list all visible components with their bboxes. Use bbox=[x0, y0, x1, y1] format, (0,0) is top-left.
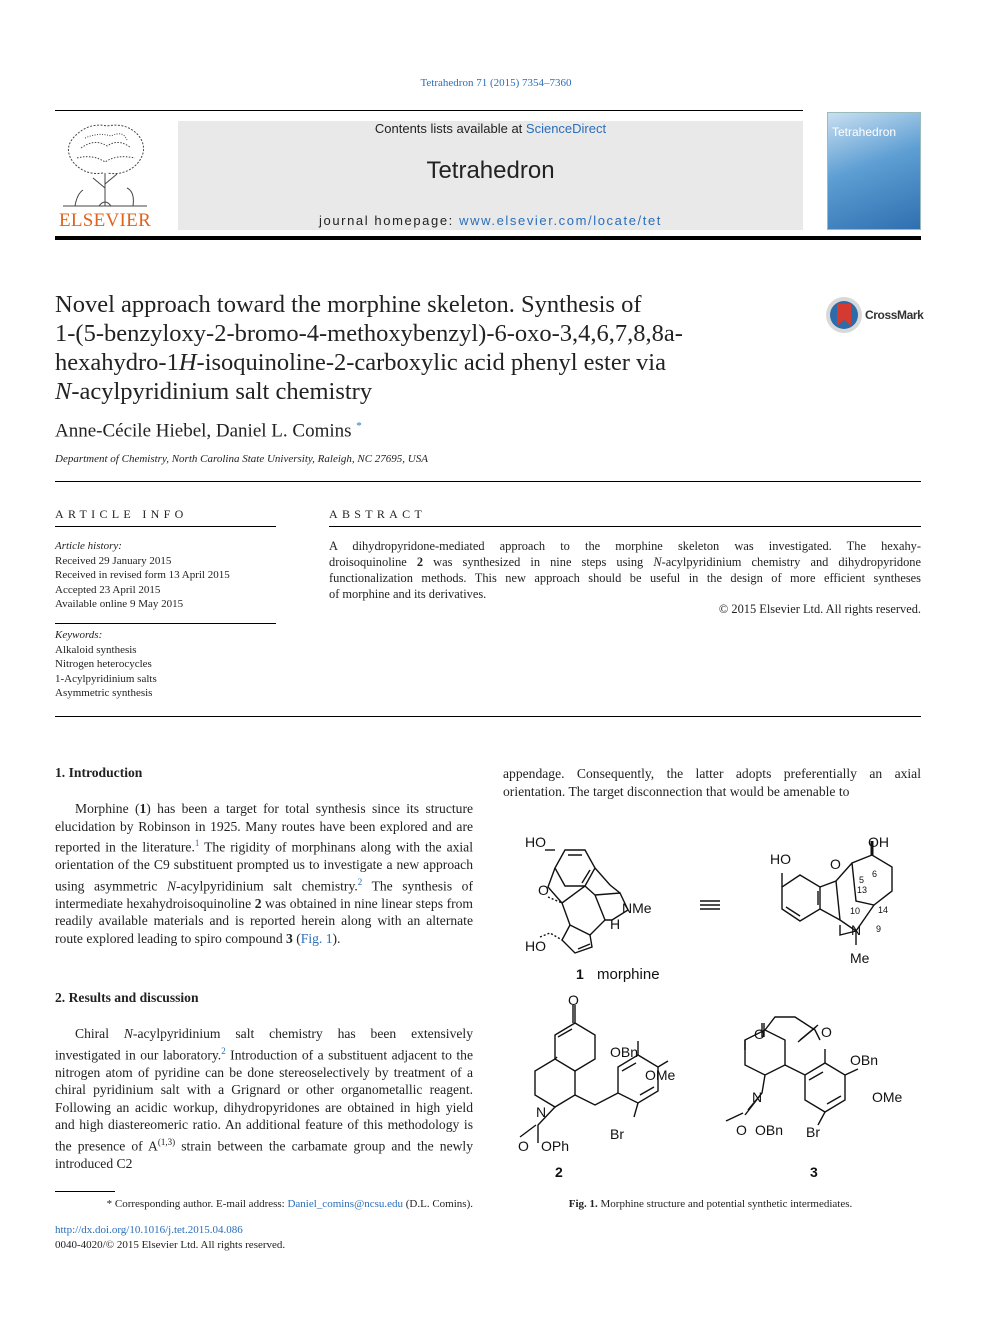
text-span: was obtained in nine linear steps from readily available materials and is reported herein along with an alternate route explored leading to spiro compound bbox=[55, 895, 473, 946]
abstract-line: A dihydropyridone-mediated approach to the morphine skeleton was investigated. The hexahy- bbox=[329, 539, 921, 553]
compound-2-number: 2 bbox=[555, 1164, 563, 1180]
cover-title: Tetrahedron bbox=[832, 125, 897, 139]
section-1-paragraph bbox=[55, 800, 473, 947]
keywords bbox=[55, 628, 276, 701]
article-history bbox=[55, 539, 276, 612]
keyword-item: 1-Acylpyridinium salts bbox=[55, 672, 157, 685]
crossmark-label: CrossMark bbox=[865, 308, 924, 322]
abstract-heading: ABSTRACT bbox=[329, 507, 427, 521]
doi-link[interactable]: http://dx.doi.org/10.1016/j.tet.2015.04.086 bbox=[55, 1224, 243, 1236]
title-line-4-italic: N bbox=[55, 378, 72, 405]
affiliation: Department of Chemistry, North Carolina State University, Raleigh, NC 27695, USA bbox=[55, 453, 428, 465]
figure-1-structures bbox=[500, 825, 921, 1195]
title-line-2: 1-(5-benzyloxy-2-bromo-4-methoxybenzyl)-6-oxo-3,4,6,7,8,8a- bbox=[55, 320, 683, 347]
author-email-link[interactable]: Daniel_comins@ncsu.edu bbox=[287, 1198, 404, 1210]
compound-3-number: 3 bbox=[810, 1164, 818, 1180]
section-1-heading: 1. Introduction bbox=[55, 765, 143, 780]
keywords-rule bbox=[55, 623, 276, 624]
fig-label: NMe bbox=[622, 900, 652, 916]
elsevier-tree-icon bbox=[55, 118, 155, 210]
citation-ref[interactable]: 2 bbox=[357, 876, 363, 887]
fig-label: HO bbox=[525, 938, 546, 954]
keyword-item: Alkaloid synthesis bbox=[55, 643, 137, 656]
keyword-item: Nitrogen heterocycles bbox=[55, 658, 152, 670]
elsevier-wordmark: ELSEVIER bbox=[58, 210, 152, 231]
contents-prefix: Contents lists available at bbox=[374, 121, 526, 136]
fig-label: OBn bbox=[850, 1052, 879, 1068]
compound-ref: 2 bbox=[416, 555, 424, 569]
author-list bbox=[55, 420, 362, 442]
article-info-rule bbox=[55, 526, 276, 527]
homepage-line bbox=[178, 213, 803, 228]
fig-label: HO bbox=[525, 834, 546, 850]
citation-ref[interactable]: 2 bbox=[221, 1045, 226, 1056]
fig-number: 5 bbox=[859, 875, 865, 885]
divider-above-info bbox=[55, 481, 921, 482]
fig-label: O bbox=[754, 1026, 765, 1042]
fig-label: O bbox=[736, 1122, 747, 1138]
fig-label: HO bbox=[770, 851, 791, 867]
title-line-4b: -acylpyridinium salt chemistry bbox=[71, 378, 373, 405]
author-names[interactable]: Anne-Cécile Hiebel, Daniel L. Comins bbox=[55, 420, 352, 442]
history-item: Available online 9 May 2015 bbox=[55, 598, 184, 610]
sciencedirect-link[interactable]: ScienceDirect bbox=[525, 121, 607, 136]
abstract-span: droisoquinoline bbox=[329, 555, 417, 569]
history-label: Article history: bbox=[55, 540, 122, 552]
masthead-rule-bottom bbox=[55, 236, 921, 240]
abstract-italic: N bbox=[653, 555, 662, 569]
history-item: Received in revised form 13 April 2015 bbox=[55, 569, 230, 581]
citation-ref[interactable]: 1 bbox=[194, 838, 200, 848]
title-line-3a: hexahydro-1 bbox=[55, 349, 179, 376]
fig-label: O bbox=[821, 1024, 832, 1040]
italic-span: N bbox=[166, 878, 177, 894]
fig-label: OPh bbox=[541, 1138, 570, 1154]
homepage-prefix: journal homepage: bbox=[319, 213, 460, 228]
issn-copyright: 0040-4020/© 2015 Elsevier Ltd. All rights reserved. bbox=[55, 1239, 286, 1251]
figure-link[interactable]: Fig. 1 bbox=[300, 930, 333, 946]
fig-label: H bbox=[610, 916, 621, 932]
title-line-3-italic: H bbox=[178, 349, 197, 376]
fig-number: 9 bbox=[876, 924, 882, 934]
history-item: Received 29 January 2015 bbox=[55, 554, 172, 567]
abstract-span: -acylpyridinium chemistry and dihydropyridone bbox=[661, 555, 922, 569]
compound-1-number: 1 bbox=[576, 966, 584, 982]
fig-label: Br bbox=[806, 1124, 820, 1140]
figure-caption-label: Fig. 1. bbox=[568, 1198, 598, 1210]
abstract-line: of morphine and its derivatives. bbox=[329, 587, 487, 601]
section-2-paragraph bbox=[55, 1025, 473, 1172]
abstract-rule bbox=[329, 526, 921, 527]
text-span: Morphine ( bbox=[75, 801, 140, 816]
title-line-3b: -isoquinoline-2-carboxylic acid phenyl ester via bbox=[196, 349, 666, 376]
contents-line bbox=[178, 121, 803, 136]
fig-label: OBn bbox=[610, 1044, 639, 1060]
crossmark-icon bbox=[825, 296, 863, 334]
keywords-label: Keywords: bbox=[55, 629, 103, 641]
fig-label: O bbox=[538, 882, 549, 898]
column-2-text: appendage. Consequently, the latter adopts preferentially an axial orientation. The target disconnection that would be amenable to bbox=[503, 766, 921, 799]
abstract-span: was synthesized in nine steps using bbox=[423, 555, 654, 569]
masthead-rule-top bbox=[55, 110, 803, 111]
compound-ref: 2 bbox=[254, 895, 262, 911]
compound-ref: 1 bbox=[139, 801, 147, 816]
fig-label: Br bbox=[610, 1126, 624, 1142]
text-span: Chiral bbox=[75, 1026, 124, 1041]
history-item: Accepted 23 April 2015 bbox=[55, 583, 161, 596]
journal-cover[interactable] bbox=[827, 112, 921, 230]
text-span: The synthesis of intermediate hexahydroisoquinoline bbox=[55, 878, 473, 911]
keyword-item: Asymmetric synthesis bbox=[55, 687, 153, 699]
fig-label: N bbox=[851, 922, 862, 938]
journal-header bbox=[178, 121, 803, 230]
paper-title bbox=[55, 290, 795, 406]
fig-number: 10 bbox=[850, 906, 861, 916]
text-span: ) has been a target for total synthesis since its structure elucidation by Robinson in 1925. Many routes have been explored and are reported in the literature. bbox=[55, 801, 474, 855]
fig-label: OMe bbox=[645, 1067, 676, 1083]
journal-name: Tetrahedron bbox=[426, 157, 555, 184]
crossmark-badge[interactable] bbox=[825, 296, 925, 336]
corresponding-author-footnote bbox=[55, 1198, 473, 1210]
fig-label: O bbox=[568, 992, 579, 1008]
abstract-line: functionalization methods. This new approach should be useful in the design of more efficient syntheses bbox=[329, 571, 921, 585]
fig-label: OMe bbox=[872, 1089, 903, 1105]
fig-label: O bbox=[518, 1138, 529, 1154]
article-info-heading: ARTICLE INFO bbox=[55, 507, 188, 521]
corresponding-author-mark[interactable]: * bbox=[356, 420, 362, 432]
figure-caption bbox=[500, 1198, 921, 1210]
footnote-suffix: (D.L. Comins). bbox=[403, 1198, 473, 1210]
fig-number: 14 bbox=[878, 905, 889, 915]
text-span: ). bbox=[332, 930, 341, 946]
journal-citation[interactable]: Tetrahedron 71 (2015) 7354–7360 bbox=[420, 77, 572, 89]
abstract-copyright: © 2015 Elsevier Ltd. All rights reserved. bbox=[718, 602, 921, 616]
homepage-link[interactable]: www.elsevier.com/locate/tet bbox=[459, 213, 662, 228]
footnote-prefix: * Corresponding author. E-mail address: bbox=[106, 1198, 288, 1210]
elsevier-logo[interactable] bbox=[55, 118, 155, 230]
section-2-heading: 2. Results and discussion bbox=[55, 990, 199, 1005]
text-span: The rigidity of morphinans along with the axial orientation of the C9 substituent prompted us to investigate a new approach using asymmetric bbox=[55, 839, 473, 894]
abstract-text bbox=[329, 538, 921, 602]
fig-label: N bbox=[536, 1104, 547, 1120]
divider-below-abstract bbox=[55, 716, 921, 717]
italic-span: N bbox=[123, 1026, 133, 1041]
abstract-line bbox=[329, 554, 921, 570]
title-line-4 bbox=[55, 377, 795, 406]
text-span: ( bbox=[292, 930, 301, 946]
title-line-3 bbox=[55, 348, 795, 377]
figure-caption-text: Morphine structure and potential synthetic intermediates. bbox=[597, 1198, 853, 1210]
fig-label: OH bbox=[868, 834, 889, 850]
compound-ref: 3 bbox=[286, 930, 293, 946]
text-span: -acylpyridinium salt chemistry has been extensively investigated in our laboratory. bbox=[55, 1026, 473, 1063]
footnote-rule bbox=[55, 1191, 115, 1192]
text-span: Introduction of a substituent adjacent to the nitrogen atom of pyridine can be done stereoselectively by treatment of a chiral pyridinium salt with a Grignard or other organometallic reagent. Following an acidic workup, dihydropyridones are obtained in high yield and high diastereomeric ratio. An additional feature of this methodology is the presence of A bbox=[55, 1047, 473, 1154]
title-line-1: Novel approach toward the morphine skeleton. Synthesis of bbox=[55, 291, 642, 318]
compound-1-name: morphine bbox=[597, 966, 660, 983]
fig-number: 6 bbox=[872, 869, 878, 879]
fig-number: 13 bbox=[857, 885, 868, 895]
fig-label: Me bbox=[850, 950, 870, 966]
fig-label: OBn bbox=[755, 1122, 784, 1138]
text-span: -acylpyridinium salt chemistry. bbox=[176, 878, 358, 894]
text-span: strain between the carbamate group and the newly introduced C2 bbox=[55, 1138, 473, 1171]
fig-label: O bbox=[830, 856, 841, 872]
fig-label: N bbox=[752, 1089, 763, 1105]
superscript: (1,3) bbox=[157, 1136, 176, 1147]
